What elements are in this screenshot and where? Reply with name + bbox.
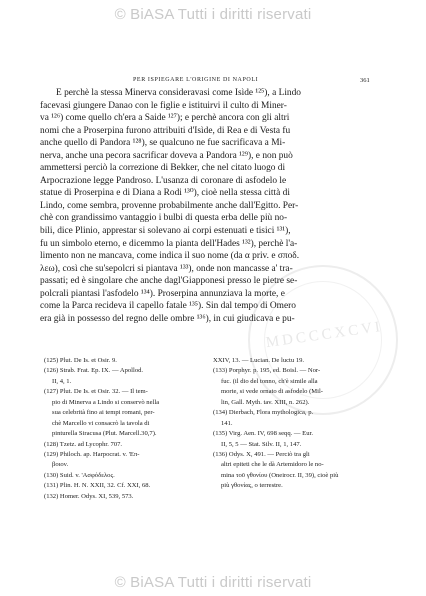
text-line: facevasi giungere Danao con le figlie e istituirvi il culto di Miner-	[40, 100, 287, 111]
footnote-line: II, 5, 5 — Stat. Silv. II, 1, 147.	[221, 440, 302, 448]
running-head: PER ISPIEGARE L'ORIGINE DI NAPOLI	[133, 77, 259, 83]
footnote-line: (132) Homer. Odys. XI, 539, 573.	[44, 492, 134, 500]
footnote-line: più γθονίας, o terrestre.	[221, 482, 283, 490]
text-line: bili, dice Plinio, apprestar si solevano ai corpi estenuati e tisici ¹³¹),	[40, 226, 291, 237]
footnote-line: 141.	[221, 419, 233, 427]
text-line: limento non ne mancava, come indica il suo nome (da α priv. e σποδ.	[40, 251, 300, 262]
footnote-line: (127) Plut. De Is. et Osir. 32. — Il tem-	[44, 388, 148, 396]
text-line: va ¹²⁶) come quello ch'era a Saide ¹²⁷); e perchè ancora con gli altri	[40, 113, 290, 124]
text-line: statue di Proserpina e di Diana a Rodi ¹³⁰), cioè nella stessa città di	[40, 188, 290, 199]
text-line: E perchè la stessa Minerva consideravasi come Isìde ¹²⁵), a Lindo	[56, 88, 301, 98]
text-line: nomi che a Proserpina furono attribuiti d'Isìde, di Rea e di Vesta fu	[40, 125, 291, 136]
footnote-line: fuc. (il dio del tonno, ch'è simile alla	[221, 377, 318, 385]
footnote-line: (136) Odys. X, 491. — Perciò tra gli	[213, 450, 310, 458]
footnote-line: lin, Gall. Myth. tav. XIII, n. 262).	[221, 398, 310, 406]
footnote-line: (135) Virg. Aen. IV, 698 seqq. — Eur.	[213, 430, 313, 438]
text-line: nerva, anche una pecora sacrificar doveva a Pandora ¹²⁹), e non può	[40, 150, 293, 161]
footnote-line: chè Marcello vi consacrò la tavola di	[52, 419, 150, 427]
footnote-line: mina τοῦ γθονίου (Oneirocr. II, 39), cioè più	[221, 471, 339, 479]
footnote-line: (129) Philoch. ap. Harpocrat. v. 'Επ-	[44, 450, 140, 458]
text-line: era già in possesso del regno delle ombre ¹³⁶), in cui giudicava e pu-	[40, 313, 295, 324]
footnote-line: altri epiteti che le dà Artemidoro le no-	[221, 461, 324, 469]
footnote-line: (125) Plut. De Is. et Osir. 9.	[44, 357, 117, 364]
footnote-line: (126) Strab. Frat. Ep. IX. — Apollod.	[44, 367, 144, 375]
footnote-line: pinturella Siracusa (Plut. Marcell.30,7).	[52, 430, 157, 438]
footnote-line: XXIV, 13. — Lucian. De luctu 19.	[213, 357, 305, 364]
text-line: come la Parca recideva il capello fatale ¹³⁵). Sin dal tempo di Omero	[40, 301, 296, 312]
footnote-line: (134) Dierbach, Flora mythologica, p.	[213, 409, 314, 417]
footnote-line: II, 4, 1.	[52, 377, 72, 385]
footnote-line: (133) Porphyr. p. 195, ed. Boisl. — Nor-	[213, 367, 321, 375]
footnotes-right-column	[213, 356, 379, 492]
footnote-line: sua celebrità fino ai tempi romani, per-	[52, 409, 155, 417]
text-line: ammettersi perciò la correzione di Bekker, che nel citato luogo di	[40, 163, 286, 174]
text-line: λεω), così che su'sepolcri si piantava ¹³³), onde non mancasse a' tra-	[40, 263, 293, 274]
text-line: anche quello di Pandora ¹²⁸), se qualcuno ne fue sacrificava a Mi-	[40, 138, 286, 149]
text-line: passati; ed è singolare che anche dagl'Giapponesi presso le pietre se-	[40, 276, 298, 287]
footnote-line: βοιον.	[52, 461, 69, 469]
footnote-line: morte, si vede ornato di asfodelo (Mil-	[221, 388, 323, 396]
text-line: fu un simbolo eterno, e dicemmo la pianta dell'Hades ¹³²), perchè l'a-	[40, 238, 298, 249]
text-line: chè con grandissimo vantaggio i bulbi di questa erba delle più no-	[40, 213, 288, 224]
footnote-line: (131) Plin. H. N. XXII, 32. Cf. XXI, 68.	[44, 482, 151, 490]
footnote-line: pio di Minerva a Lindo si conservò nella	[52, 398, 160, 406]
footnotes-left-column	[44, 356, 210, 502]
footnote-line: (130) Suid. v. 'Ασφόδελος.	[44, 471, 115, 479]
text-line: polcrali piantasi l'asfodelo ¹³⁴). Proserpina annunziava la morte, e	[40, 288, 285, 299]
seal-text: MDCCCXCVI	[264, 318, 384, 352]
text-line: Arpocrazione legge Pandroso. L'usanza di coronare di asfodelo le	[40, 175, 287, 186]
watermark-top: © BiASA Tutti i diritti riservati	[114, 6, 312, 23]
watermark-bottom: © BiASA Tutti i diritti riservati	[114, 574, 312, 591]
text-line: Lindo, come sembra, provenne probabilmente anche dall'Egitto. Per-	[40, 200, 299, 211]
footnote-line: (128) Tzetz. ad Lycophr. 707.	[44, 440, 123, 448]
main-text	[40, 87, 385, 325]
page-number: 361	[360, 77, 370, 84]
